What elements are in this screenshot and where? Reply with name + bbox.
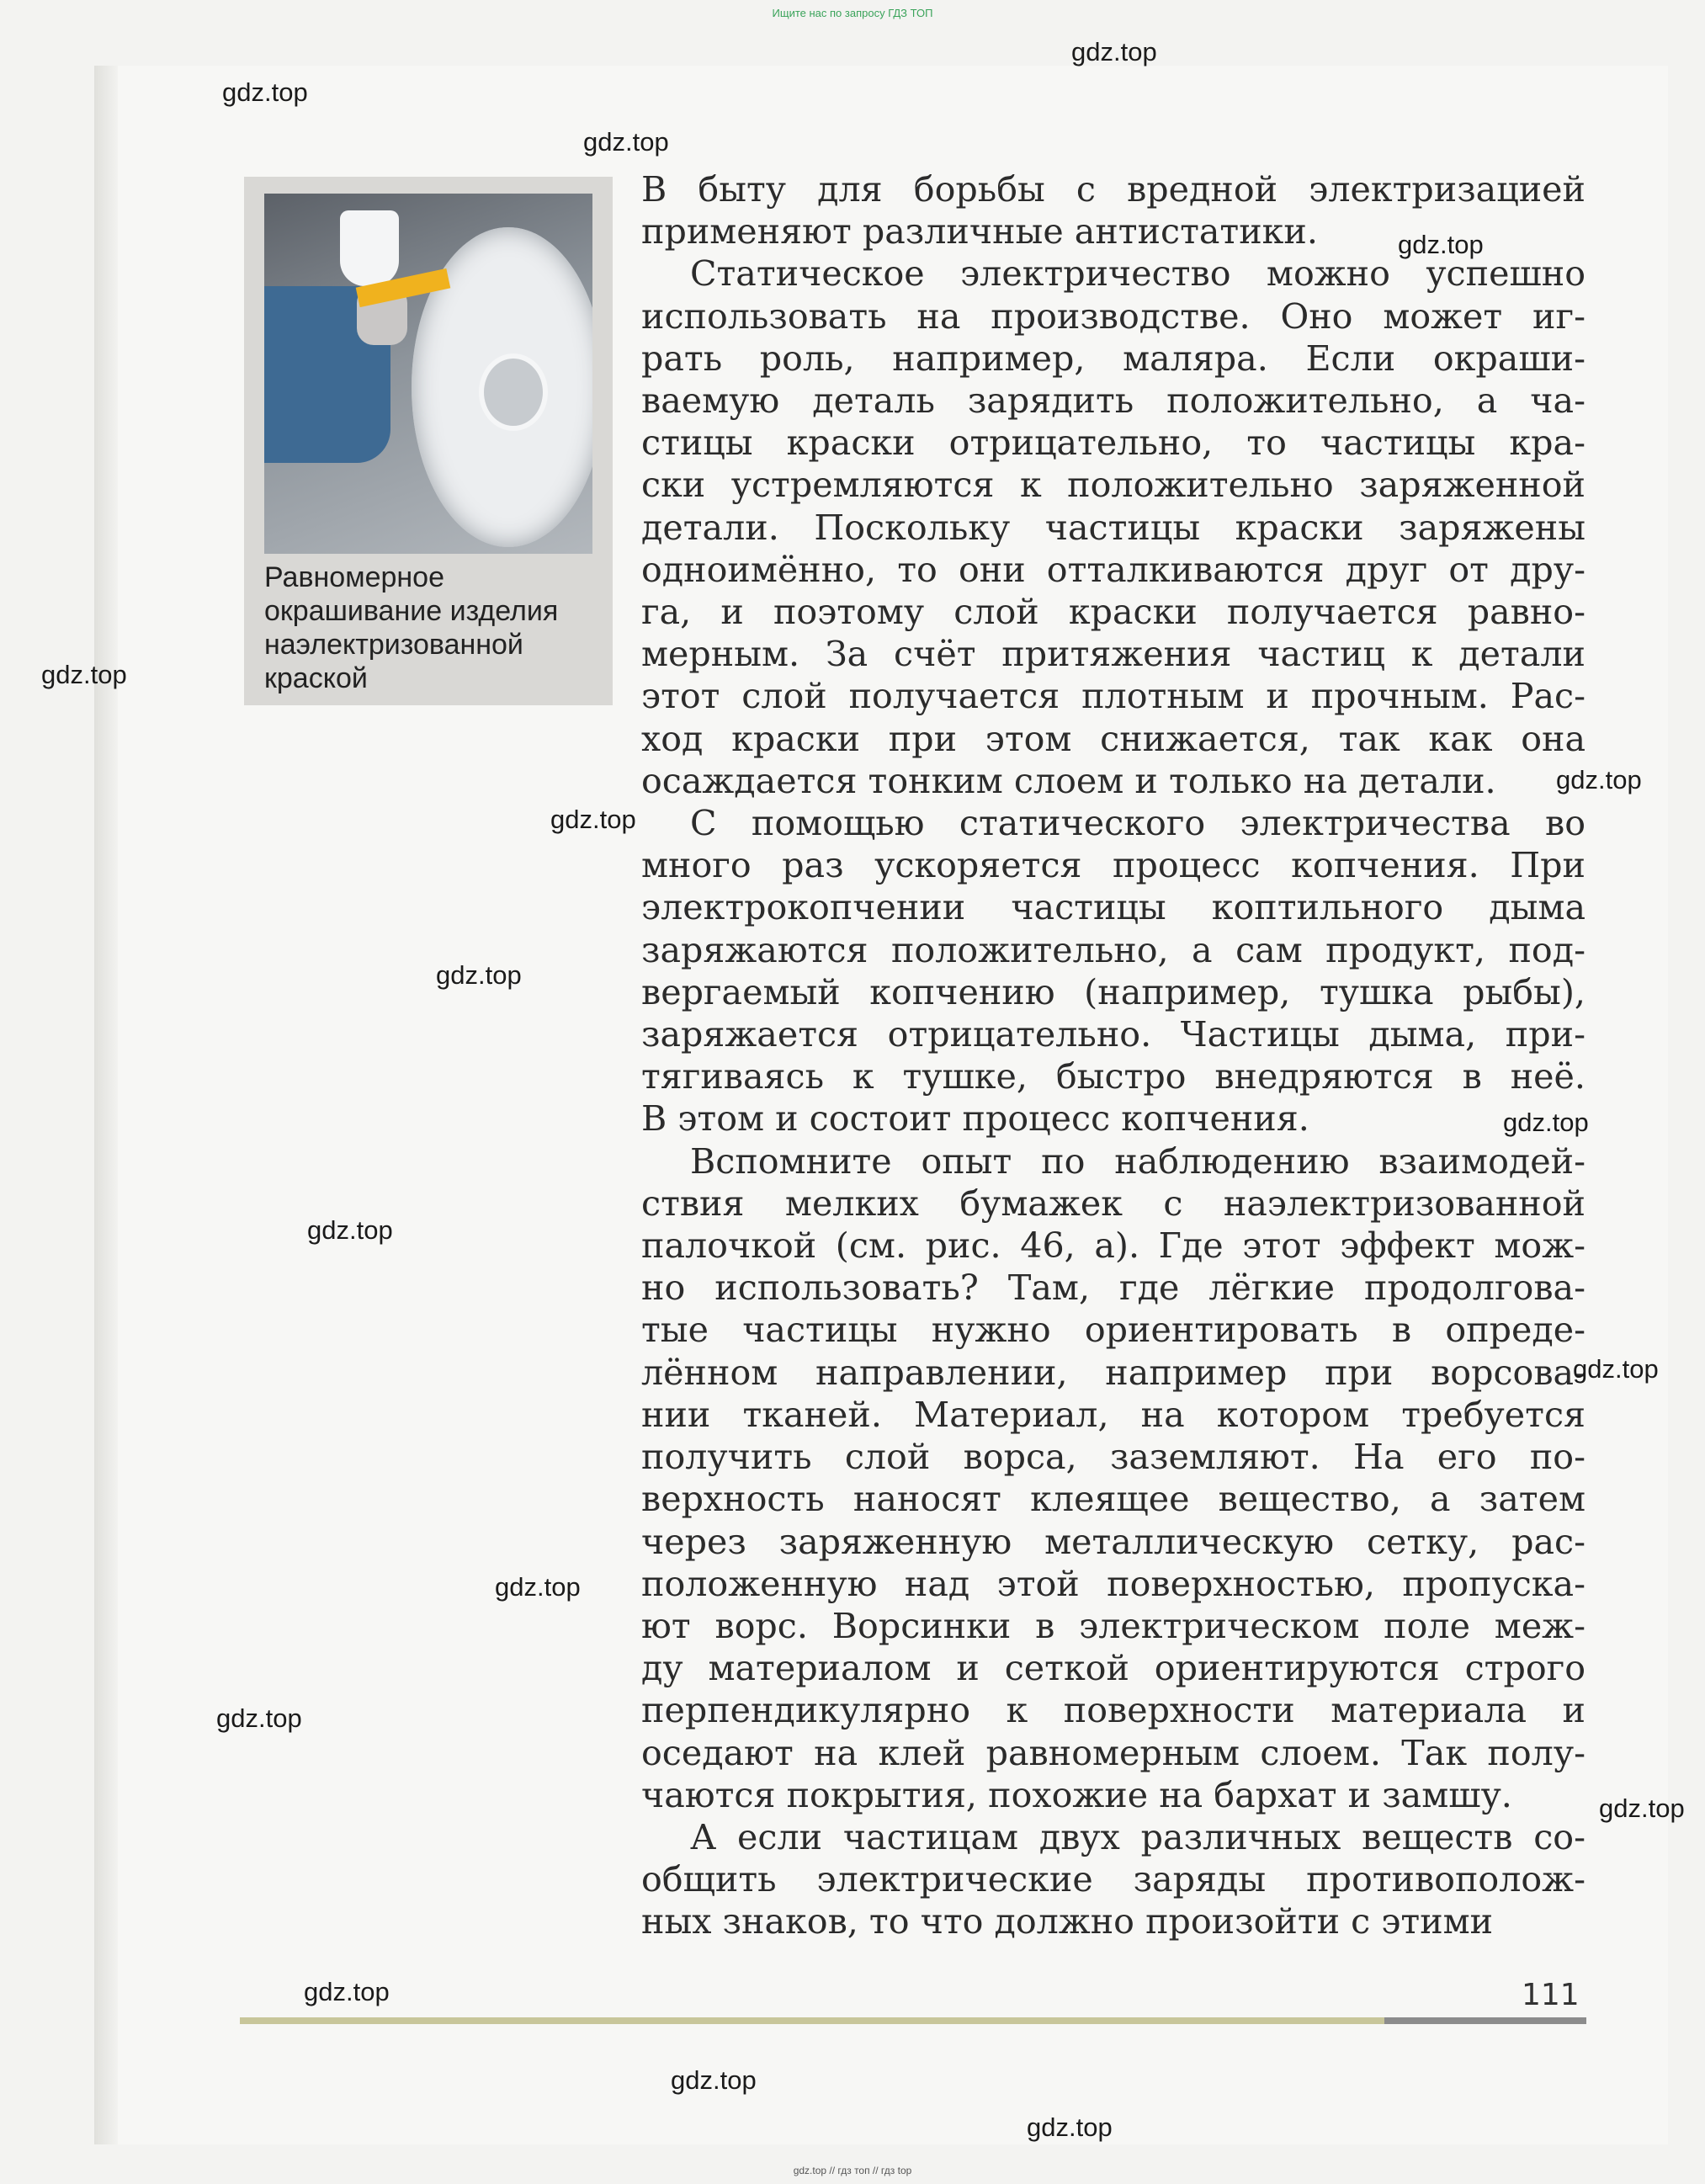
caption-line: краской — [264, 662, 368, 694]
watermark: gdz.top — [1071, 37, 1157, 66]
text-line: га, и поэтому слой краски получается равно- — [641, 592, 1585, 633]
bottom-banner: gdz.top // гдз топ // гдз top — [793, 2165, 912, 2176]
text-line: перпендикулярно к поверхности материала и — [641, 1690, 1585, 1731]
text-line: но использовать? Там, где лёгкие продолгова- — [641, 1267, 1585, 1309]
text-line: мерным. За счёт притяжения частиц к детали — [641, 634, 1585, 675]
spray-painting-photo — [264, 194, 592, 554]
text-line: использовать на производстве. Оно может иг- — [641, 295, 1585, 337]
text-line: ных знаков, то что должно произойти с этими — [641, 1901, 1494, 1942]
text-line: оседают на клей равномерным слоем. Так полу- — [641, 1732, 1585, 1773]
text-line: вергаемый копчению (например, тушка рыбы), — [641, 971, 1585, 1012]
text-line: детали. Поскольку частицы краски заряжены — [641, 507, 1585, 548]
figure-painting — [244, 177, 613, 705]
spray-gun-cup-image — [340, 210, 399, 286]
watermark: gdz.top — [436, 960, 522, 990]
text-line: А если частицам двух различных веществ со- — [690, 1816, 1585, 1857]
watermark: gdz.top — [583, 127, 669, 157]
text-line: одноимённо, то они отталкиваются друг от дру- — [641, 549, 1585, 590]
watermark: gdz.top — [41, 660, 127, 689]
wheel-hub-image — [479, 353, 548, 431]
text-line: палочкой (см. рис. 46, а). Где этот эффект мож- — [641, 1225, 1585, 1267]
text-line: осаждается тонким слоем и только на детали. — [641, 760, 1496, 801]
page-number: 111 — [1522, 1978, 1580, 2012]
text-line: чаются покрытия, похожие на бархат и замшу. — [641, 1774, 1512, 1815]
text-line: заряжается отрицательно. Частицы дыма, при- — [641, 1014, 1585, 1055]
text-line: стицы краски отрицательно, то частицы кра- — [641, 422, 1585, 464]
watermark: gdz.top — [1027, 2112, 1113, 2142]
text-line: положенную над этой поверхностью, пропуска- — [641, 1563, 1585, 1604]
watermark: gdz.top — [1573, 1354, 1659, 1384]
text-line: электрокопчении частицы коптильного дыма — [641, 887, 1585, 928]
text-line: верхность наносят клеящее вещество, а затем — [641, 1479, 1585, 1520]
watermark: gdz.top — [1398, 230, 1484, 259]
text-line: этот слой получается плотным и прочным. Рас- — [641, 676, 1585, 717]
text-line: ствия мелких бумажек с наэлектризованной — [641, 1182, 1585, 1224]
watermark: gdz.top — [1599, 1793, 1685, 1823]
text-line: через заряженную металлическую сетку, рас- — [641, 1521, 1585, 1562]
watermark: gdz.top — [550, 805, 636, 834]
watermark: gdz.top — [1503, 1108, 1589, 1137]
text-line: ваемую деталь зарядить положительно, а ча- — [641, 380, 1585, 422]
text-line: ски устремляются к положительно заряженной — [641, 465, 1585, 506]
text-line: Вспомните опыт по наблюдению взаимодей- — [690, 1140, 1585, 1182]
caption-line: наэлектризованной — [264, 629, 523, 661]
text-line: применяют различные антистатики. — [641, 211, 1318, 252]
watermark: gdz.top — [307, 1215, 393, 1245]
text-line: много раз ускоряется процесс копчения. При — [641, 845, 1585, 886]
caption-line: окрашивание изделия — [264, 595, 559, 627]
text-line: тягиваясь к тушке, быстро внедряются в неё. — [641, 1056, 1585, 1097]
text-line: Статическое электричество можно успешно — [690, 253, 1585, 295]
text-line: В этом и состоит процесс копчения. — [641, 1098, 1309, 1140]
main-text — [641, 168, 1585, 1943]
text-line: получить слой ворса, заземляют. На его по- — [641, 1437, 1585, 1478]
footer-rule — [240, 2017, 1586, 2024]
text-line: тые частицы нужно ориентировать в опреде- — [641, 1310, 1585, 1351]
text-line: В быту для борьбы с вредной электризацией — [641, 169, 1585, 210]
text-line: общить электрические заряды противополож- — [641, 1859, 1585, 1900]
text-line: ду материалом и сеткой ориентируются строго — [641, 1648, 1585, 1689]
watermark: gdz.top — [216, 1703, 302, 1733]
text-line: нии тканей. Материал, на котором требуется — [641, 1394, 1585, 1435]
text-line: рать роль, например, маляра. Если окраши- — [641, 337, 1585, 379]
watermark: gdz.top — [1556, 765, 1642, 794]
text-line: лённом направлении, например при ворсова- — [641, 1352, 1585, 1393]
watermark: gdz.top — [222, 77, 308, 107]
top-banner: Ищите нас по запросу ГДЗ ТОП — [772, 7, 933, 19]
text-line: С помощью статического электричества во — [690, 803, 1585, 844]
text-line: ют ворс. Ворсинки в электрическом поле меж- — [641, 1605, 1585, 1646]
watermark: gdz.top — [671, 2065, 757, 2095]
caption-line: Равномерное — [264, 561, 444, 593]
watermark: gdz.top — [495, 1572, 581, 1602]
figure-caption — [264, 561, 601, 695]
text-line: ход краски при этом снижается, так как она — [641, 718, 1585, 759]
watermark: gdz.top — [304, 1977, 390, 2006]
text-line: заряжаются положительно, а сам продукт, под- — [641, 929, 1585, 970]
